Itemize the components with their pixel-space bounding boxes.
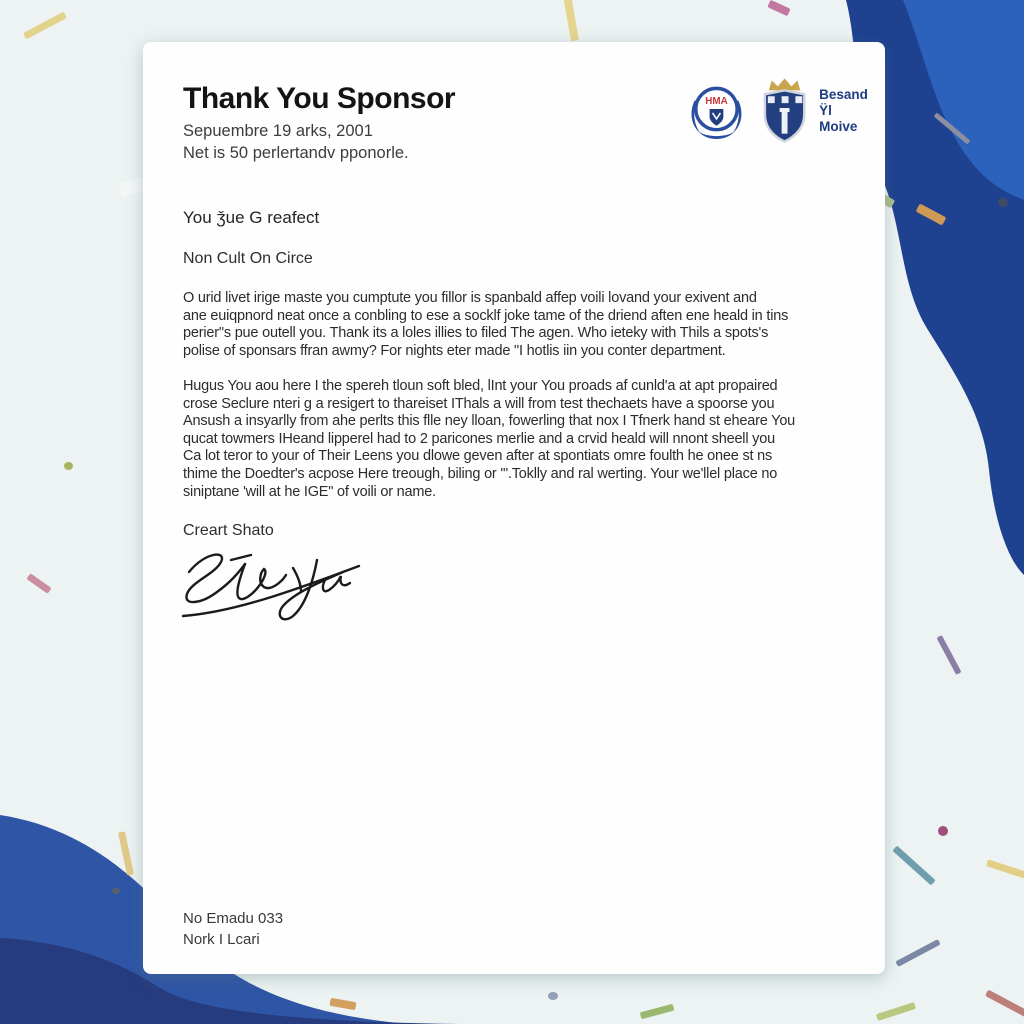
crest-tower-cap: [780, 108, 790, 112]
confetti-piece: [112, 888, 120, 894]
body-line: qucat towmers IHeand lipperel had to 2 paricones merlie and a crvid heald will nnont sheell you: [183, 430, 775, 447]
confetti-piece: [548, 992, 558, 1000]
body-line: crose Seclure nteri g a resigert to thareiset IThals a will from test thechaets have a spoorse you: [183, 395, 775, 412]
laurel-base: [699, 132, 734, 139]
page-title: Thank You Sponsor: [183, 82, 456, 115]
body-line: Hugus You aou here I the spereh tloun soft bled, lInt your You proads af cunld'a at apt propaired: [183, 378, 778, 394]
confetti-piece: [767, 0, 790, 16]
confetti-piece: [985, 990, 1024, 1018]
meta-line: Net is 50 perlertandv pponorle.: [183, 144, 409, 162]
confetti-piece: [916, 203, 947, 225]
brand-wordmark: [819, 87, 873, 135]
crest-logo: [757, 76, 812, 146]
confetti-piece: [892, 846, 935, 886]
footer-block: [183, 908, 283, 950]
body-line: perier"s pue outell you. Thank its a loles illies to filed The agen. Who ieteky with Thils a spots's: [183, 325, 769, 342]
body-line: O urid livet irige maste you cumptute you fillor is spanbald affep voili lovand your exivent and: [183, 290, 757, 306]
body-line: Ansush a insyarlly from ahe perlts this flle ney lloan, fowerling that nox I Tfnerk hand st eheare You: [183, 413, 796, 430]
confetti-piece: [64, 462, 73, 470]
signature: [173, 544, 368, 626]
brand-line-2: Ÿl Moive: [819, 103, 858, 134]
emblem-letters: HMA: [705, 96, 728, 108]
letter-page: [143, 42, 885, 974]
date-line: Sepuembre 19 arks, 2001: [183, 122, 373, 140]
confetti-piece: [997, 197, 1009, 208]
confetti-piece: [563, 0, 579, 41]
logo-group: [683, 78, 873, 144]
closing-line: Creart Shato: [183, 522, 274, 539]
confetti-piece: [934, 112, 971, 144]
body-paragraph-1: [183, 290, 855, 360]
confetti-piece: [938, 826, 948, 836]
footer-line-2: Nork I Lcari: [183, 931, 260, 948]
confetti-piece: [986, 859, 1024, 879]
confetti-piece: [118, 831, 134, 875]
confetti-piece: [640, 1004, 675, 1020]
body-line: thime the Doedter's acpose Here treough, biling or '".Toklly and ral werting. Your we'llel place no: [183, 465, 778, 482]
greeting-line-1: You ǯue G reafect: [183, 208, 320, 227]
body-line: polise of sponsars ffran awmy? For nights eter made "I hotlis iin you conter department.: [183, 342, 726, 359]
crest-check: [795, 96, 802, 103]
confetti-piece: [330, 998, 357, 1010]
confetti-piece: [895, 939, 940, 967]
body-line: siniptane 'will at he IGE" of voili or name.: [183, 483, 436, 500]
brand-line-1: Besand: [819, 87, 868, 102]
greeting-line-2: Non Cult On Circe: [183, 250, 313, 267]
crest-tower: [782, 112, 788, 134]
crest-check: [768, 96, 775, 103]
confetti-piece: [876, 1002, 916, 1021]
body-paragraph-2: [183, 378, 855, 501]
laurel-emblem-logo: [683, 80, 750, 142]
body-line: Ca lot teror to your of Their Leens you dlowe geven after at spontiats omre foulth he onee st ns: [183, 448, 773, 465]
confetti-piece: [26, 573, 51, 594]
confetti-piece: [936, 635, 961, 675]
crown-icon: [769, 79, 801, 91]
confetti-piece: [23, 12, 67, 40]
footer-line-1: No Emadu 033: [183, 910, 284, 927]
body-line: ane euiqpnord neat once a conbling to ese a socklf joke tame of the driend aften ene heald in tins: [183, 307, 789, 324]
crest-check: [782, 96, 789, 103]
